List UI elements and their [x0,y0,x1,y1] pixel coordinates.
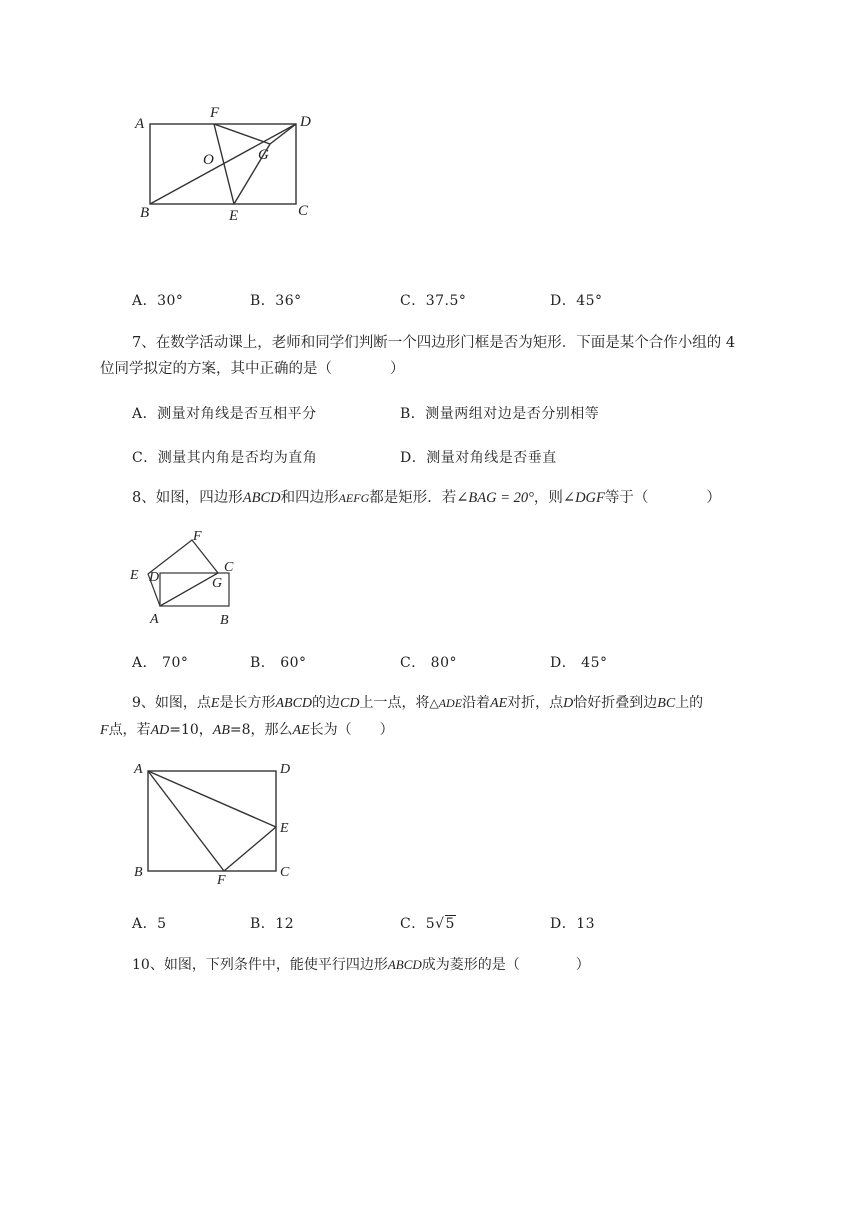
q9-option-a: A．5 [132,916,167,932]
label-A: A [150,612,159,627]
label-B: B [134,865,143,880]
q10-prefix: 10、如图，下列条件中，能使平行四边形 [132,957,388,973]
label-F: F [210,105,220,121]
q8-mid3: ，则 [533,490,563,506]
q6-option-c: C．37.5° [400,293,467,309]
q9-text: =10， [169,722,213,738]
label-F: F [217,873,226,885]
q10-stem [132,950,590,980]
q8-suffix: 等于（ ） [604,490,721,506]
q9-text: 恰好折叠到边 [573,695,658,711]
q7-option-d: D．测量对角线是否垂直 [400,450,557,466]
q9-var-bc: BC [657,696,676,711]
q9-text: 点，若 [108,722,151,738]
q9-line2 [100,715,394,746]
q8-abcd: ABCD [242,490,281,506]
q7-line2: 位同学拟定的方案，其中正确的是（ ） [100,361,405,377]
q8-mid1: 和四边形 [280,490,339,506]
q9-option-c-label: C．5 [400,916,436,932]
q8-option-c: C． 80° [400,655,457,671]
label-O: O [203,152,214,168]
figure-q8-rectangles [128,525,243,630]
q7-option-c: C．测量其内角是否均为直角 [132,450,318,466]
q9-var-d: D [563,696,574,711]
q8-angle-bag: ∠BAG = 20° [456,490,534,506]
q8-aefg: AEFG [338,491,370,505]
q8-prefix: 8、如图，四边形 [132,490,243,506]
label-C: C [280,865,290,880]
label-C: C [298,203,309,219]
label-G: G [212,576,223,591]
label-F: F [193,529,202,544]
q9-text: 的边 [312,695,341,711]
q8-option-d: D． 45° [550,655,608,671]
q7-option-a: A．测量对角线是否互相平分 [132,406,317,422]
q9-var-abcd: ABCD [275,696,313,711]
q6-option-d: D．45° [550,293,603,309]
figure-q6-rectangle [130,100,330,225]
sqrt-radicand: 5 [445,916,455,932]
q7-line1: 7、在数学活动课上，老师和同学们判断一个四边形门框是否为矩形．下面是某个合作小组的 4 [132,335,736,351]
q7-option-b: B．测量两组对边是否分别相等 [400,406,600,422]
q9-text: 是长方形 [219,695,276,711]
q9-option-b: B．12 [250,916,295,932]
q9-text: 上的 [675,695,704,711]
q9-var-triangle: △ADE [429,696,463,710]
label-D: D [300,114,311,130]
label-B: B [140,205,150,221]
q8-angle-dgf: ∠DGF [562,490,605,506]
q9-option-d: D．13 [550,916,596,932]
label-C: C [224,560,234,575]
q9-text: 上一点，将 [359,695,430,711]
figure-q9-rectangle [128,755,303,885]
q8-option-b: B． 60° [250,655,307,671]
q6-option-a: A．30° [132,293,184,309]
q9-option-c [400,913,456,933]
q8-option-a: A． 70° [132,655,189,671]
label-B: B [220,613,229,628]
q9-text: 对折，点 [507,695,564,711]
label-E: E [229,208,239,224]
label-E: E [280,821,289,836]
q9-text: 长为（ ） [309,722,394,738]
label-E: E [130,568,139,583]
q9-var-e: E [210,696,220,711]
q9-var-ae: AE [292,723,310,738]
label-D: D [280,762,291,777]
q9-text: =8，那么 [229,722,293,738]
q9-var-f: F [100,723,109,738]
q9-var-cd: CD [340,696,360,711]
q9-text: 9、如图，点 [132,695,211,711]
label-A: A [134,762,143,777]
q6-option-b: B．36° [250,293,302,309]
q9-var-ab: AB [212,723,230,738]
q8-stem [132,483,721,513]
sqrt-symbol: √5 [435,916,455,932]
q9-text: 沿着 [462,695,491,711]
q10-suffix: 成为菱形的是（ ） [421,957,590,973]
label-D: D [149,570,160,585]
q8-mid2: 都是矩形．若 [369,490,457,506]
label-G: G [258,147,269,163]
q10-abcd: ABCD [387,957,422,972]
q9-var-ad: AD [150,723,170,738]
label-A: A [135,116,145,132]
q9-var-ae: AE [490,696,508,711]
